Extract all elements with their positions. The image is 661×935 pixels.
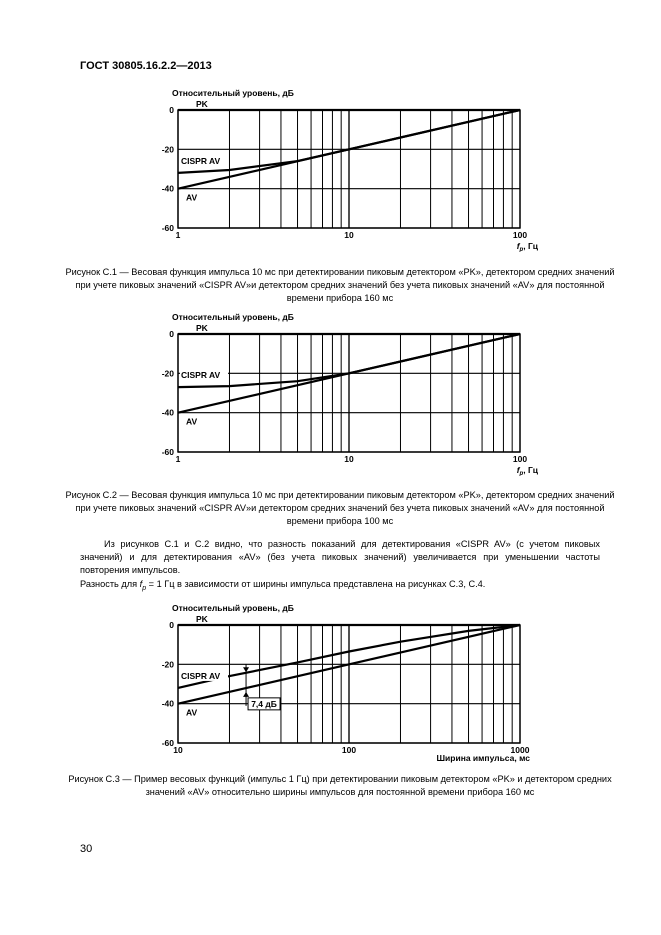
y-axis-label: Относительный уровень, дБ bbox=[172, 88, 294, 98]
y-tick-label: 0 bbox=[169, 329, 174, 339]
x-tick-label: 10 bbox=[173, 745, 183, 755]
y-tick-label: -60 bbox=[161, 447, 174, 457]
paragraph-1: Из рисунков С.1 и С.2 видно, что разность показаний для детектирования «CISPR AV» (с учетом пиковых значений) и для детектирования «AV» (без учета пиковых значений) увеличивается при уменьшении частоты повторения импульсов. bbox=[80, 539, 600, 575]
paragraph-2-subscript: p bbox=[142, 584, 147, 592]
y-tick-label: -40 bbox=[161, 183, 174, 194]
series-label: CISPR AV bbox=[181, 670, 221, 681]
y-tick-label: -20 bbox=[161, 659, 174, 670]
caption-c1: Рисунок С.1 — Весовая функция импульса 10 мс при детектировании пиковым детектором «PK», детектором средних значений при учете пиковых значений «CISPR AV»и детектором средних значений без учета пиковых значений «AV» для постоянной времени прибора 160 мс bbox=[65, 267, 615, 303]
caption-c2: Рисунок С.2 — Весовая функция импульса 10 мс при детектировании пиковым детектором «PK», детектором средних значений при учете пиковых значений «CISPR AV»и детектором средних значений без учета пиковых значений «AV» для постоянной времени прибора 100 мс bbox=[65, 490, 615, 526]
figure-c1 bbox=[0, 82, 661, 252]
series-label: AV bbox=[186, 192, 198, 203]
y-tick-label: -60 bbox=[161, 223, 174, 233]
x-tick-label: 1000 bbox=[510, 745, 530, 755]
series-label: CISPR AV bbox=[181, 370, 221, 381]
annotation-label: 7,4 дБ bbox=[251, 698, 277, 709]
y-tick-label: 0 bbox=[169, 620, 174, 630]
chart-c1 bbox=[0, 82, 661, 252]
series-label: PK bbox=[196, 99, 208, 109]
y-tick-label: -40 bbox=[161, 698, 174, 709]
paragraph-2-start: Разность для bbox=[80, 579, 140, 589]
page-number: 30 bbox=[80, 843, 93, 855]
y-tick-label: -60 bbox=[161, 738, 174, 748]
x-axis-label: $f_p$, Гц bbox=[516, 465, 538, 476]
caption-c3: Рисунок С.3 — Пример весовых функций (импульс 1 Гц) при детектировании пиковым детектором «PK» и детектором средних значений «AV» относительно ширины импульсов для постоянной времени прибора 160 мс bbox=[68, 774, 612, 797]
x-tick-label: 1 bbox=[175, 230, 181, 240]
chart-c3 bbox=[0, 597, 661, 767]
arrow-up bbox=[243, 692, 249, 697]
x-tick-label: 1 bbox=[175, 454, 181, 464]
paragraph-2 bbox=[80, 578, 600, 595]
y-tick-label: -40 bbox=[161, 407, 174, 418]
paragraph-2-end: = 1 Гц в зависимости от ширины импульса представлена на рисунках С.3, С.4. bbox=[146, 579, 486, 589]
y-axis-label: Относительный уровень, дБ bbox=[172, 603, 294, 613]
series-label: AV bbox=[186, 416, 198, 427]
x-tick-label: 100 bbox=[512, 454, 528, 464]
y-tick-label: -20 bbox=[161, 368, 174, 379]
x-axis-label: Ширина импульса, мс bbox=[436, 753, 530, 763]
figure-c3 bbox=[0, 597, 661, 767]
x-tick-label: 10 bbox=[344, 230, 354, 240]
x-tick-label: 100 bbox=[341, 745, 357, 755]
x-tick-label: 10 bbox=[344, 454, 354, 464]
document-header: ГОСТ 30805.16.2.2—2013 bbox=[80, 60, 212, 72]
paragraph-2-symbol: f bbox=[139, 579, 143, 589]
x-tick-label: 100 bbox=[512, 230, 528, 240]
y-axis-label: Относительный уровень, дБ bbox=[172, 312, 294, 322]
x-axis-label: $f_p$, Гц bbox=[516, 241, 538, 252]
y-tick-label: -20 bbox=[161, 144, 174, 155]
series-label: CISPR AV bbox=[181, 155, 221, 166]
chart-c2 bbox=[0, 306, 661, 476]
series-label: PK bbox=[196, 614, 208, 624]
series-label: AV bbox=[186, 707, 198, 718]
y-tick-label: 0 bbox=[169, 105, 174, 115]
figure-c2 bbox=[0, 306, 661, 476]
series-label: PK bbox=[196, 323, 208, 333]
